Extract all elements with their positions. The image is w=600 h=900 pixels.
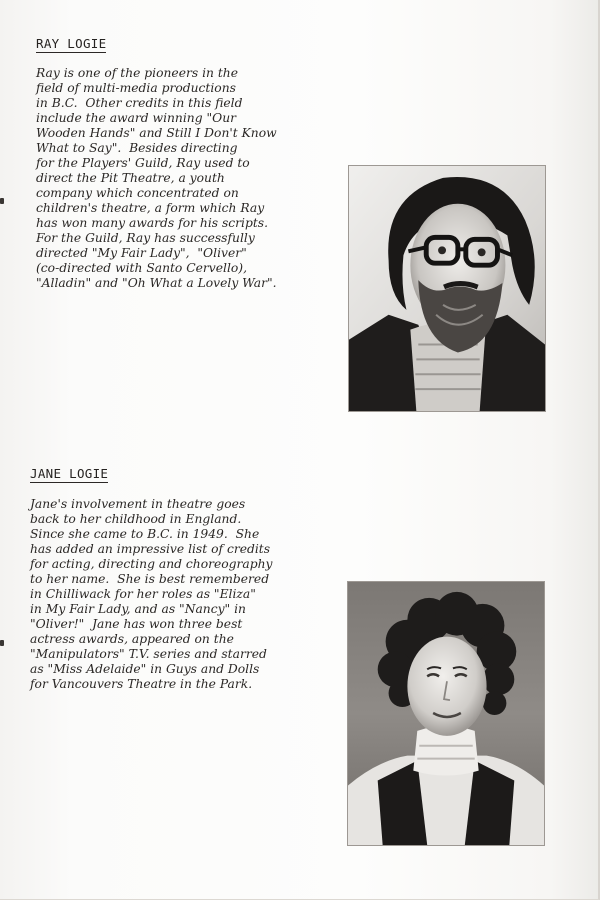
binding-mark — [0, 198, 4, 204]
jane-logie-photo — [347, 581, 545, 846]
bearded-man-portrait-icon — [349, 166, 545, 411]
jane-logie-heading: JANE LOGIE — [30, 466, 109, 481]
binding-mark — [0, 640, 4, 646]
curly-haired-woman-portrait-icon — [348, 582, 544, 845]
ray-logie-photo — [348, 165, 546, 412]
jane-logie-bio: Jane's involvement in theatre goes back to her childhood in England. Since she came to B.C. in 1949. She has added an impressive list of credits for acting, directing and choreography to her name. She is best remembered in Chilliwack for her roles as "Eliza" in My Fair Lady, and as "Nancy" in "Oliver!" Jane has won three best actress awards, appeared on the "Manipulators" T.V. series and starred as "Miss Adelaide" in Guys and Dolls for Vancouvers Theatre in the Park. — [30, 497, 273, 691]
ray-logie-heading: RAY LOGIE — [36, 36, 107, 51]
ray-logie-bio: Ray is one of the pioneers in the field of multi-media productions in B.C. Other credits in this field include the award winning "Our Wooden Hands" and Still I Don't Know What to Say". Besides directing for the Players' Guild, Ray used to direct the Pit Theatre, a youth company which concentrated on children's theatre, a form which Ray has won many awards for his scripts. For the Guild, Ray has successfully directed "My Fair Lady", "Oliver" (co-directed with Santo Cervello), "Alladin" and "Oh What a Lovely War". — [36, 66, 277, 290]
